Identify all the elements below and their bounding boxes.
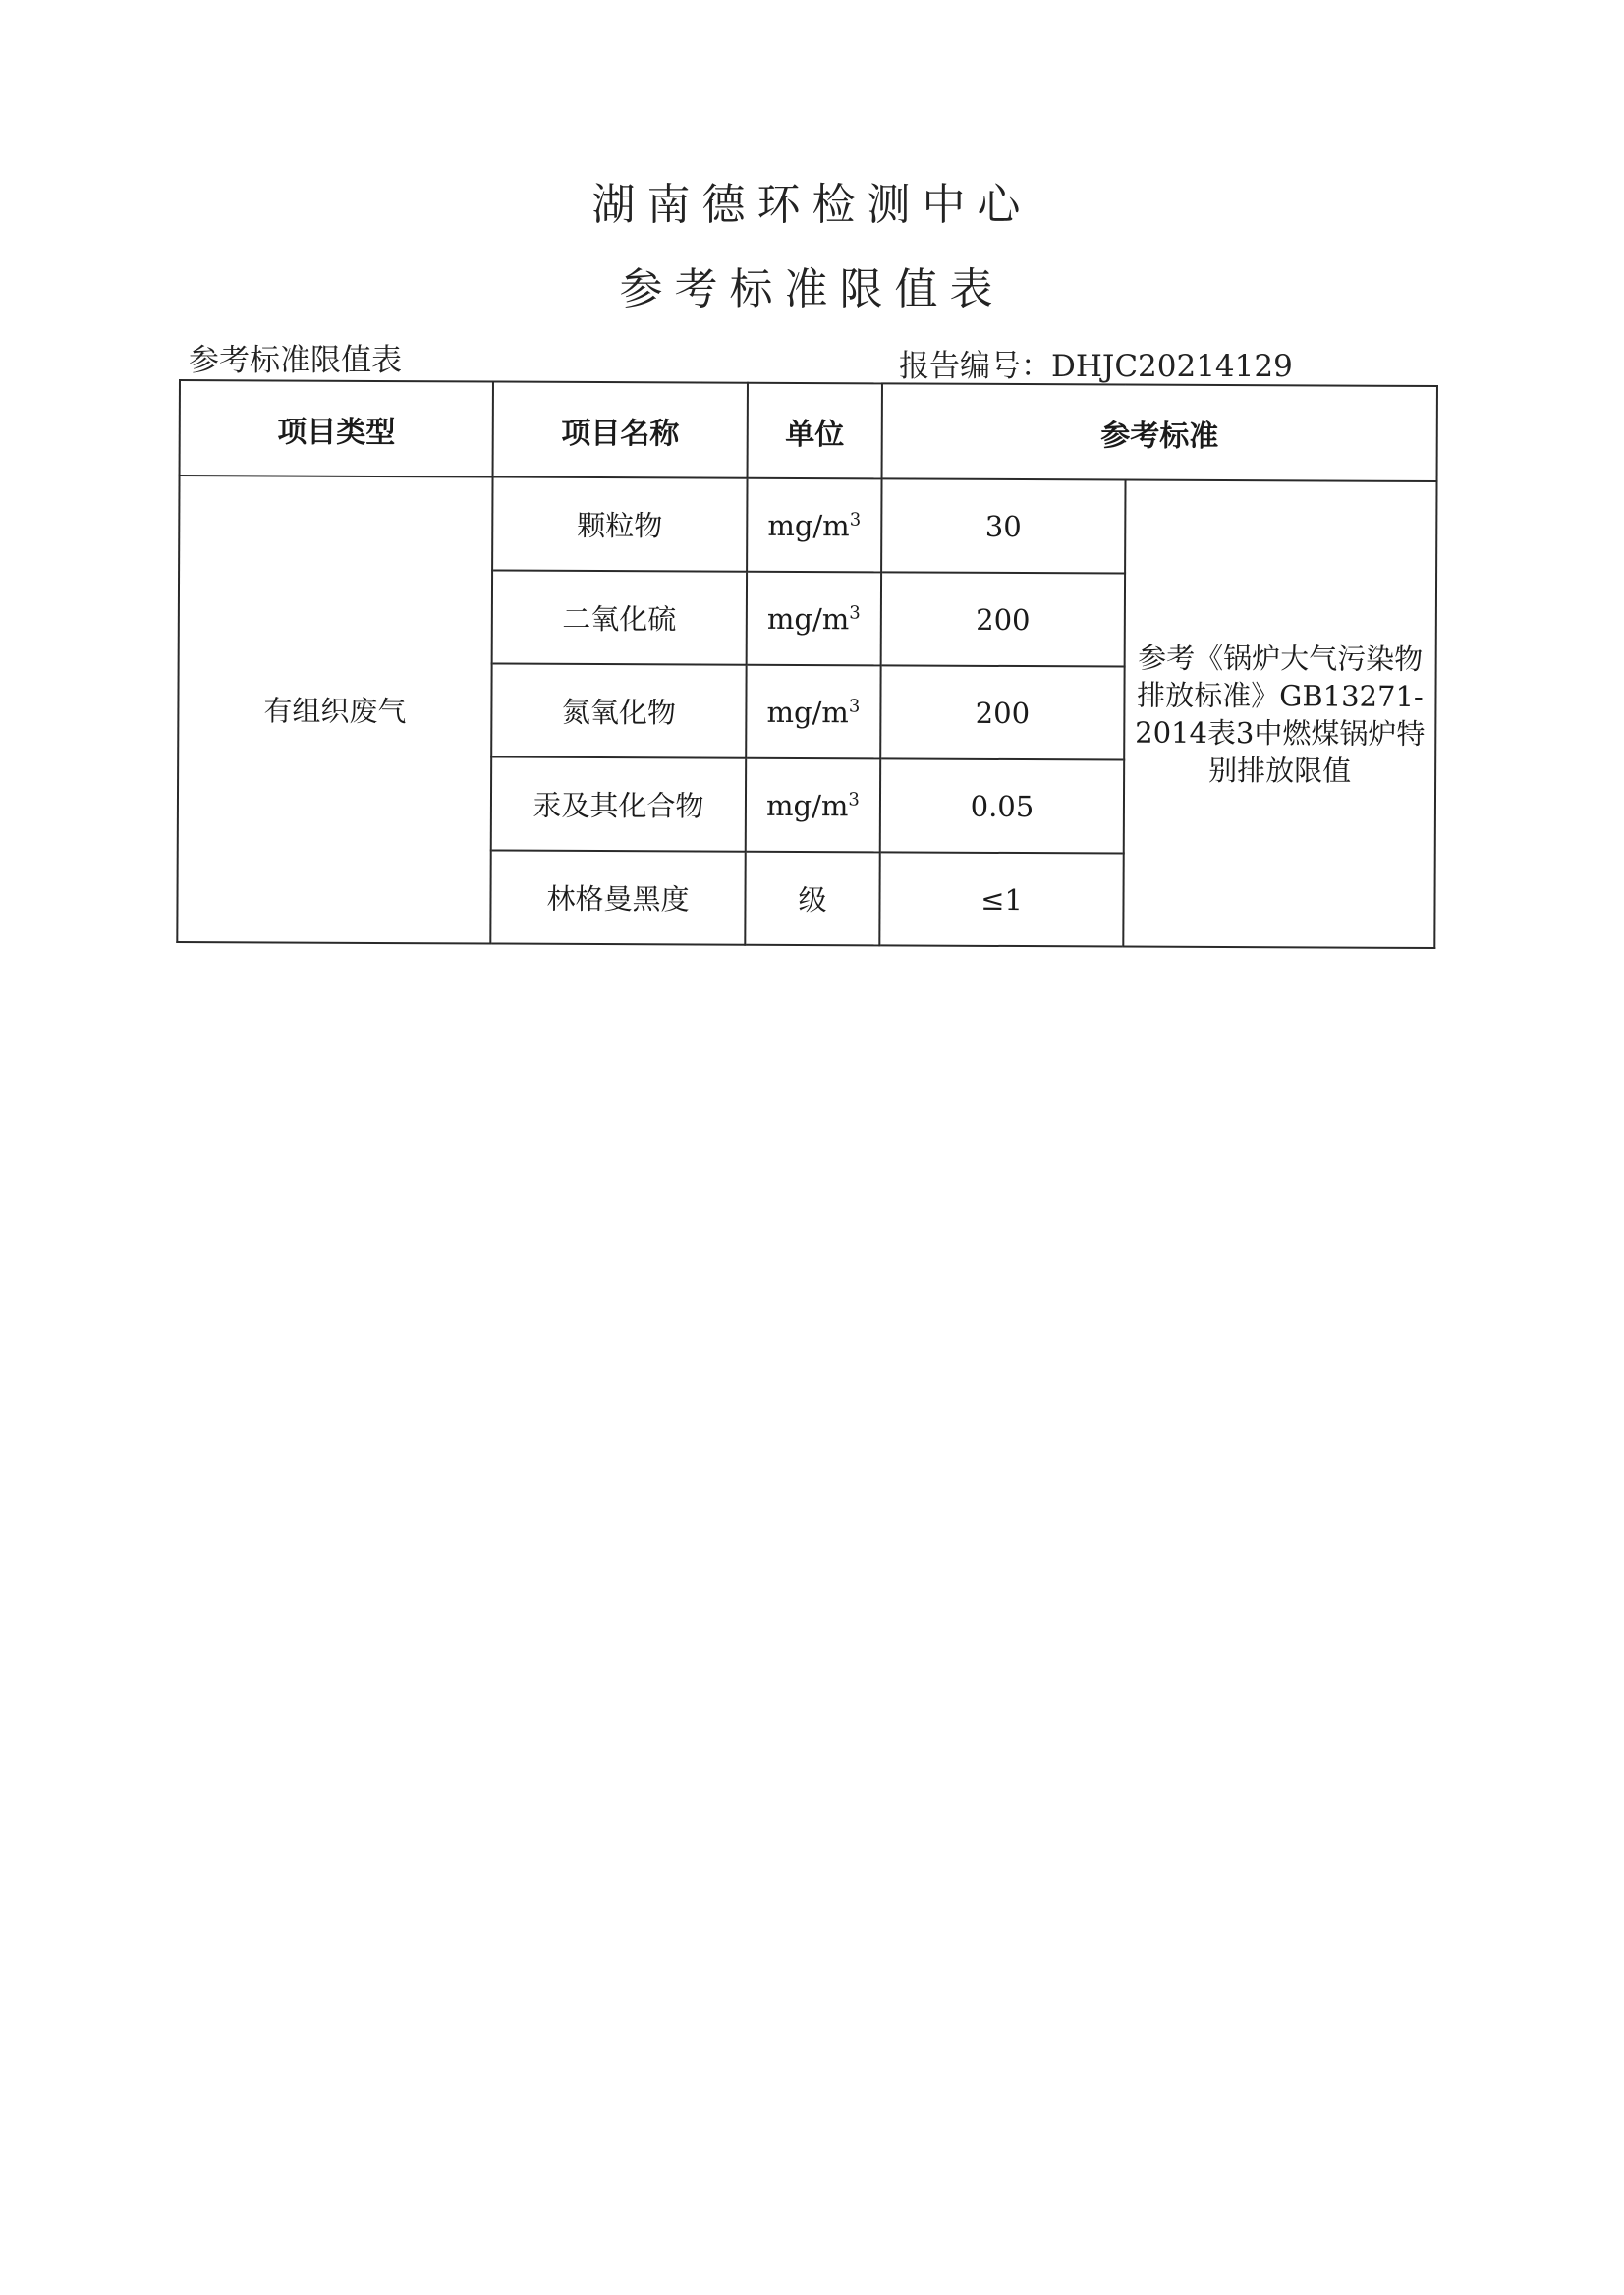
org-title: 湖南德环检测中心 bbox=[591, 180, 1033, 230]
document-title: 参考标准限值表 bbox=[619, 264, 1005, 314]
col-header-name: 项目名称 bbox=[493, 382, 748, 478]
item-value: 200 bbox=[881, 572, 1125, 666]
report-number: 报告编号：DHJC20214129 bbox=[899, 349, 1293, 384]
table-row bbox=[179, 476, 1436, 575]
standard-limits-table bbox=[176, 379, 1438, 949]
category-cell: 有组织废气 bbox=[177, 476, 492, 943]
item-value: 200 bbox=[880, 665, 1124, 759]
table-header-row bbox=[180, 380, 1437, 481]
item-unit: $mg/m^3$ bbox=[747, 478, 881, 573]
item-value: 30 bbox=[881, 478, 1125, 573]
item-name: 汞及其化合物 bbox=[491, 757, 746, 852]
col-header-standard: 参考标准 bbox=[882, 383, 1437, 481]
reference-standard-cell: 参考《锅炉大气污染物排放标准》GB13271-2014表3中燃煤锅炉特别排放限值 bbox=[1123, 480, 1436, 948]
col-header-unit: 单位 bbox=[748, 383, 882, 479]
item-unit: 级 bbox=[745, 852, 879, 946]
item-unit: $mg/m^3$ bbox=[746, 758, 880, 853]
item-value: 0.05 bbox=[880, 758, 1124, 853]
col-header-type: 项目类型 bbox=[180, 380, 493, 477]
item-unit: $mg/m^3$ bbox=[747, 572, 881, 666]
table-caption: 参考标准限值表 bbox=[189, 343, 402, 378]
item-unit: $mg/m^3$ bbox=[746, 665, 880, 759]
item-name: 林格曼黑度 bbox=[490, 851, 745, 945]
item-name: 氮氧化物 bbox=[491, 664, 746, 758]
item-value: ≤1 bbox=[879, 852, 1123, 946]
item-name: 二氧化硫 bbox=[492, 571, 747, 665]
item-name: 颗粒物 bbox=[492, 477, 747, 572]
